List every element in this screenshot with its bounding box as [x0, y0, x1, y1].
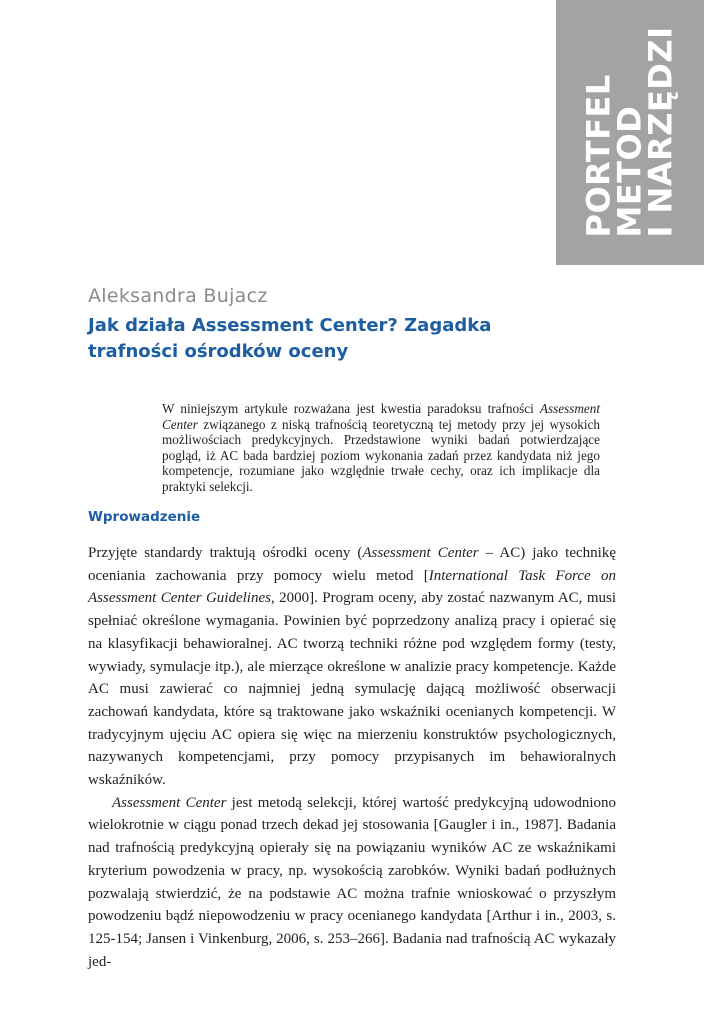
section-tab-line: METOD — [610, 105, 649, 238]
section-heading: Wprowadzenie — [88, 509, 201, 525]
article-author: Aleksandra Bujacz — [88, 285, 268, 307]
section-tab-label — [579, 26, 680, 238]
body-text: , 2000]. Program oceny, aby zostać nazwanym AC, musi spełniać określone wymagania. Powinien być poprzedzony analizą pracy i opierać się na klasyfikacji behawioralnej. AC tworzą techniki różne pod względem formy (testy, wywiady, symulacje itp.), ale mierzące określone w analizie pracy kompetencje. Każde AC musi zawierać co najmniej jedną symulację dającą możliwość obserwacji zachowań kandydata, które są traktowane jako wskaźniki ocenianych kompetencji. W tradycyjnym ujęciu AC opiera się więc na mierzeniu konstruktów psychologicznych, nazywanych kompetencjami, przy pomocy przypisanych im behawioralnych wskaźników. — [88, 590, 616, 789]
body-text: jest metodą selekcji, której wartość predykcyjną udowodniono wielokrotnie w ciągu ponad trzech dekad jej stosowania [Gaugler i in., 1987]. Badania nad trafnością predykcyjną opierały się na powiązaniu wyników AC ze wskaźnikami kryterium powodzenia w pracy, np. wysokością zarobków. Wyniki badań podłużnych pozwalają stwierdzić, że na podstawie AC można trafnie wnioskować o przyszłym powodzeniu bądź niepowodzeniu w pracy ocenianego kandydata [Arthur i in., 2003, s. 125-154; Jansen i Vinkenburg, 2006, s. 253–266]. Badania nad trafnością AC wykazały jed- — [88, 794, 616, 970]
body-paragraph — [88, 542, 616, 792]
body-italic-term: Assessment Center — [362, 545, 479, 561]
abstract-italic-term: Assessment Center — [162, 401, 600, 432]
article-body — [88, 542, 616, 973]
section-tab-line: I NARZĘDZI — [641, 26, 680, 238]
body-text: – AC) jako technikę oceniania zachowania przy pomocy wielu metod [ — [88, 545, 616, 584]
abstract — [162, 401, 600, 495]
section-tab — [556, 0, 704, 265]
abstract-text: związanego z niską trafnością teoretyczną tej metody przy jej wysokich możliwościach predykcyjnych. Przedstawione wyniki badań potwierdzające pogląd, iż AC bada bardziej poziom wykonania zadań przez kandydata niż jego kompetencje, rozumiane jako względnie trwałe cechy, oraz ich implikacje dla praktyki selekcji. — [162, 416, 600, 494]
body-paragraph — [88, 792, 616, 974]
body-text: Przyjęte standardy traktują ośrodki oceny ( — [88, 545, 363, 561]
section-tab-line: PORTFEL — [579, 74, 618, 238]
body-italic-term: Assessment Center — [112, 794, 227, 811]
body-italic-citation: International Task Force on Assessment Center Guidelines — [88, 567, 616, 607]
abstract-text: W niniejszym artykule rozważana jest kwestia paradoksu trafności — [162, 401, 540, 416]
article-title: Jak działa Assessment Center? Zagadka trafności ośrodków oceny — [88, 315, 492, 362]
